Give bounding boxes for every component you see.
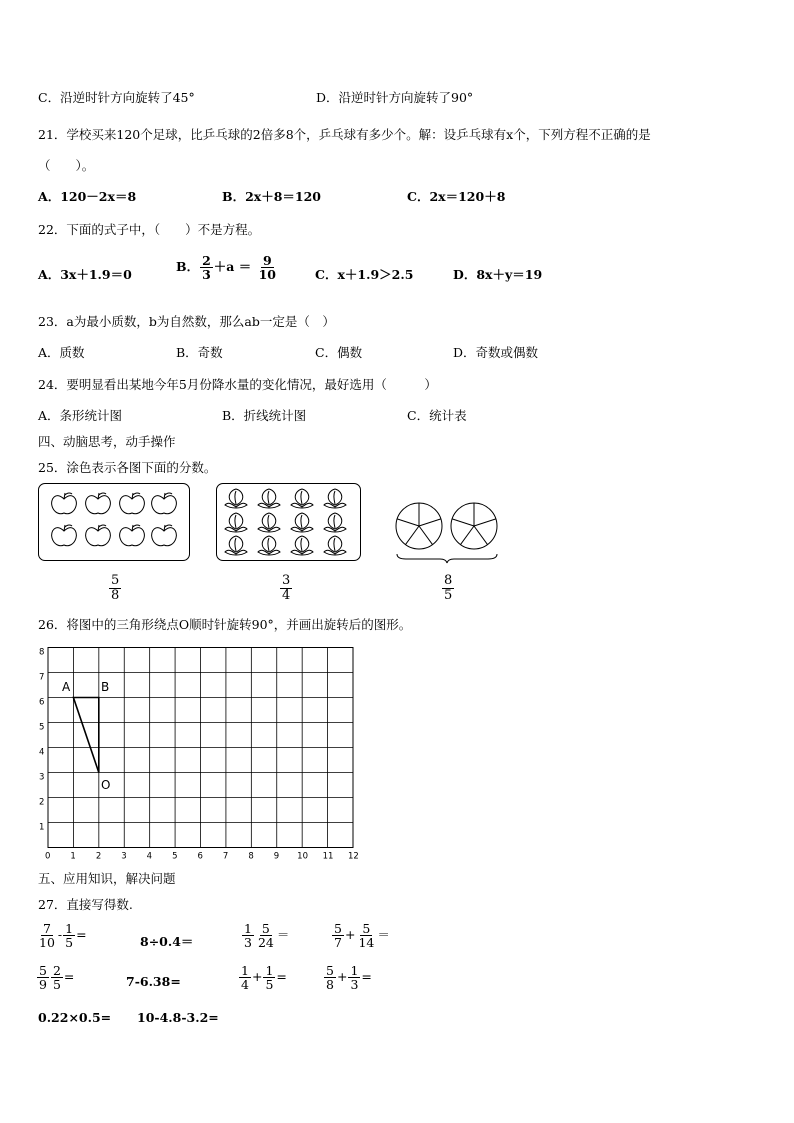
q23-option-c: C．偶数 — [315, 345, 363, 360]
q20-option-c: C．沿逆时针方向旋转了45° — [38, 90, 195, 105]
fraction: $\frac{9}{10}$ — [258, 253, 276, 283]
section-4-title: 四、动脑思考，动手操作 — [38, 434, 176, 449]
coordinate-grid — [34, 644, 364, 860]
q25-fraction-1: $\frac{5}{8}$ — [111, 573, 120, 603]
q24-stem: 24．要明显看出某地今年5月份降水量的变化情况，最好选用（ ） — [38, 377, 437, 392]
y-tick-label: 1 — [39, 822, 45, 833]
x-tick-label: 8 — [248, 851, 254, 860]
q25-fraction-3: $\frac{8}{5}$ — [444, 573, 453, 603]
q27-expr-5: $\frac{5}{9}$ $\frac{2}{5}$ = — [39, 963, 75, 993]
q24-option-b: B．折线统计图 — [222, 408, 307, 423]
x-tick-label: 11 — [322, 851, 334, 860]
q24-option-c: C．统计表 — [407, 408, 467, 423]
label-a: A — [62, 680, 71, 694]
x-tick-label: 12 — [348, 851, 359, 860]
q25-stem: 25．涂色表示各图下面的分数。 — [38, 460, 217, 475]
x-tick-label: 7 — [222, 851, 229, 860]
y-tick-label: 8 — [39, 647, 45, 658]
x-tick-label: 4 — [146, 851, 153, 860]
triangle-abo — [73, 698, 98, 773]
x-tick-label: 2 — [95, 851, 102, 860]
section-5-title: 五、应用知识，解决问题 — [38, 871, 176, 886]
q20-option-d: D．沿逆时针方向旋转了90° — [316, 90, 474, 105]
q22-stem: 22．下面的式子中，（ ）不是方程。 — [38, 222, 261, 237]
y-tick-label: 5 — [39, 722, 45, 733]
q23-option-d: D．奇数或偶数 — [453, 345, 539, 360]
q23-option-b: B．奇数 — [176, 345, 223, 360]
q25-fraction-2: $\frac{3}{4}$ — [282, 573, 291, 603]
q22-b-prefix: B． — [176, 259, 200, 275]
q27-expr-6: 7-6.38= — [126, 974, 181, 989]
circles-figure — [392, 498, 502, 564]
q27-expr-1: $\frac{7}{10}$ - $\frac{1}{5}$ = — [39, 921, 87, 951]
x-tick-label: 0 — [45, 851, 51, 860]
apples-icon — [38, 483, 190, 561]
y-tick-label: 3 — [39, 772, 45, 783]
q22-option-a: A．3x＋1.9＝0 — [38, 267, 132, 282]
q23-stem: 23．a为最小质数，b为自然数，那么ab一定是（ ） — [38, 314, 335, 329]
x-tick-label: 1 — [70, 851, 76, 860]
q21-option-b: B．2x＋8＝120 — [222, 189, 322, 204]
q21-option-a: A．120－2x＝8 — [38, 189, 137, 204]
q22-option-b — [176, 254, 279, 281]
q27-stem: 27．直接写得数. — [38, 897, 133, 912]
circle-left — [396, 503, 442, 549]
q21-stem: 21．学校买来120个足球，比乒乓球的2倍多8个，乒乓球有多少个。解：设乒乓球有x个，下列方程不正确的是 — [38, 127, 651, 142]
x-tick-label: 6 — [197, 851, 203, 860]
q27-expr-10: 10-4.8-3.2= — [137, 1010, 219, 1025]
label-b: B — [101, 680, 110, 694]
q27-expr-2: 8÷0.4＝ — [140, 934, 194, 949]
x-tick-label: 5 — [172, 851, 178, 860]
q21-option-c: C．2x＝120＋8 — [407, 189, 506, 204]
q22-option-c: C．x＋1.9＞2.5 — [315, 267, 414, 282]
q27-expr-8: $\frac{5}{8}$ + $\frac{1}{3}$ = — [326, 963, 372, 993]
y-tick-label: 4 — [39, 747, 45, 758]
q27-expr-3: $\frac{1}{3}$ $\frac{5}{24}$ ＝ — [244, 921, 290, 951]
q23-option-a: A．质数 — [38, 345, 85, 360]
y-tick-label: 6 — [39, 697, 45, 708]
q24-option-a: A．条形统计图 — [38, 408, 123, 423]
q22-option-d: D．8x＋y＝19 — [453, 267, 543, 282]
q27-expr-9: 0.22×0.5= — [38, 1010, 112, 1025]
x-tick-label: 9 — [273, 851, 280, 860]
q27-expr-7: $\frac{1}{4}$ + $\frac{1}{5}$ = — [241, 963, 287, 993]
fraction: $\frac{2}{3}$ — [202, 253, 211, 283]
q27-expr-4: $\frac{5}{7}$ + $\frac{5}{14}$ ＝ — [334, 921, 390, 951]
circle-right — [451, 503, 497, 549]
peaches-icon — [216, 483, 361, 561]
x-tick-label: 3 — [121, 851, 127, 860]
q22-b-mid: ＋a ＝ — [213, 259, 252, 275]
x-tick-label: 10 — [297, 851, 308, 860]
brace — [397, 554, 497, 563]
q21-blank: （ ）。 — [38, 158, 95, 173]
label-o: O — [101, 778, 111, 792]
y-tick-label: 2 — [39, 797, 45, 808]
y-tick-label: 7 — [39, 672, 45, 683]
q26-stem: 26．将图中的三角形绕点O顺时针旋转90°，并画出旋转后的图形。 — [38, 617, 412, 632]
